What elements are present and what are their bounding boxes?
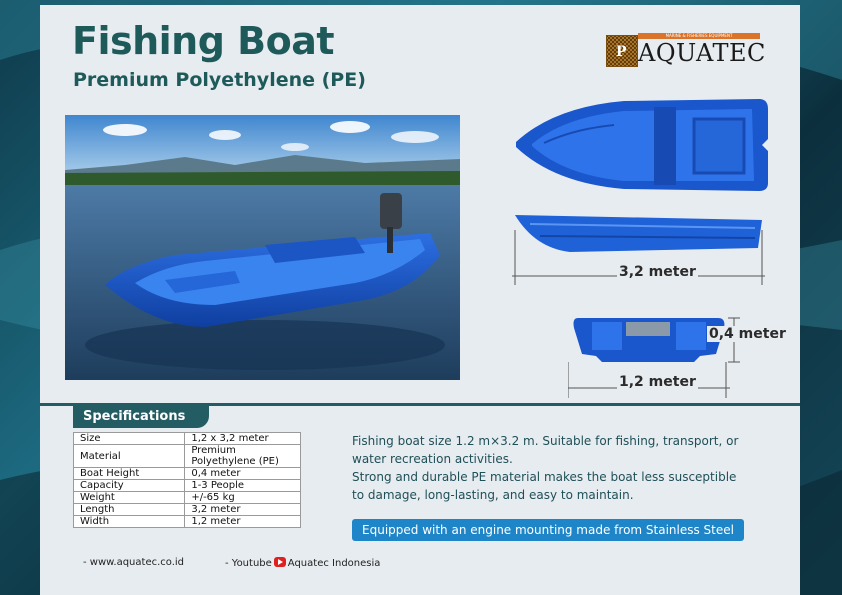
spec-key: Material: [74, 445, 185, 468]
youtube-link[interactable]: [225, 557, 380, 569]
spec-key: Length: [74, 504, 185, 516]
length-dimension-label: 3,2 meter: [619, 264, 696, 280]
logo-tagline: MARINE & FISHERIES EQUIPMENT: [638, 33, 760, 39]
specifications-heading: Specifications: [73, 406, 209, 428]
description-paragraph: Fishing boat size 1.2 m×3.2 m. Suitable for fishing, transport, or water recreation activities.: [352, 434, 739, 466]
aquatec-logo: [606, 33, 766, 69]
spec-key: Weight: [74, 492, 185, 504]
spec-value: 1-3 People: [185, 480, 301, 492]
spec-key: Size: [74, 433, 185, 445]
boat-photo: [65, 115, 460, 380]
logo-emblem-icon: [606, 35, 638, 67]
youtube-channel: Aquatec Indonesia: [287, 558, 381, 569]
spec-value: 1,2 meter: [185, 516, 301, 528]
specifications-table: [73, 432, 301, 528]
boat-top-view: [514, 97, 770, 195]
product-description: [352, 432, 752, 504]
spec-key: Width: [74, 516, 185, 528]
spec-key: Capacity: [74, 480, 185, 492]
table-row: [74, 504, 301, 516]
table-row: [74, 468, 301, 480]
spec-value: +/-65 kg: [185, 492, 301, 504]
logo-brand-name: AQUATEC: [638, 39, 766, 67]
table-row: [74, 492, 301, 504]
description-paragraph: Strong and durable PE material makes the boat less susceptible to damage, long-lasting, and easy to maintain.: [352, 470, 737, 502]
svg-text:P: P: [616, 44, 627, 60]
table-row: [74, 480, 301, 492]
youtube-icon: [274, 557, 286, 567]
table-row: [74, 516, 301, 528]
product-sheet: [40, 5, 800, 595]
table-row: [74, 445, 301, 468]
youtube-prefix: - Youtube: [225, 558, 272, 569]
table-row: [74, 433, 301, 445]
website-link[interactable]: - www.aquatec.co.id: [83, 557, 185, 568]
engine-mount-banner: Equipped with an engine mounting made from Stainless Steel: [352, 519, 744, 541]
spec-value: 0,4 meter: [185, 468, 301, 480]
page-title: Fishing Boat: [72, 19, 335, 63]
height-dimension-label: 0,4 meter: [709, 326, 786, 342]
spec-value: 1,2 x 3,2 meter: [185, 433, 301, 445]
spec-value: 3,2 meter: [185, 504, 301, 516]
spec-value: Premium Polyethylene (PE): [185, 445, 301, 468]
spec-key: Boat Height: [74, 468, 185, 480]
width-dimension-label: 1,2 meter: [619, 374, 696, 390]
page-subtitle: Premium Polyethylene (PE): [73, 69, 366, 91]
